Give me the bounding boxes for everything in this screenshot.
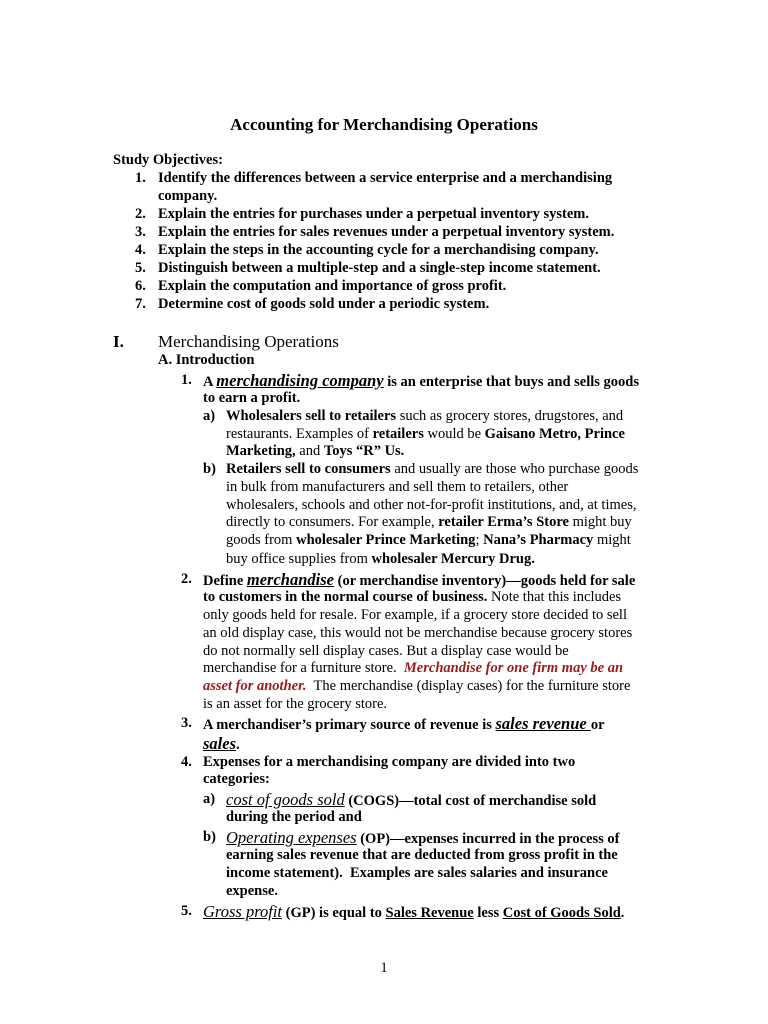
sub-list-text: directly to consumers. For example, retailer Erma’s Store might buy — [226, 514, 632, 530]
objective-text: Identify the differences between a service enterprise and a merchandising — [158, 170, 613, 186]
term-sales: sales — [203, 734, 236, 753]
objective-number: 4. — [135, 242, 146, 258]
list-item-text: Gross profit (GP) is equal to Sales Revenue less Cost of Goods Sold. — [203, 902, 625, 921]
term-merchandise: merchandise — [246, 570, 334, 589]
list-item-text: only goods held for resale. For example, if a grocery store decided to sell — [203, 607, 627, 623]
section-number: I. — [113, 332, 124, 351]
sub-list-text: Retailers sell to consumers and usually are those who purchase goods — [226, 461, 639, 477]
list-item-text: Expenses for a merchandising company are divided into two — [203, 754, 576, 770]
list-number: 3. — [181, 715, 192, 731]
sub-list-text: Wholesalers sell to retailers such as grocery stores, drugstores, and — [226, 408, 624, 424]
list-number: 1. — [181, 372, 192, 388]
list-item-text: to earn a profit. — [203, 390, 301, 406]
objective-number: 5. — [135, 260, 146, 276]
study-objectives-heading: Study Objectives: — [113, 152, 223, 168]
sub-list-text: expense. — [226, 883, 278, 899]
objective-text: Explain the entries for purchases under a perpetual inventory system. — [158, 206, 589, 222]
objective-text: Explain the steps in the accounting cycle for a merchandising company. — [158, 242, 599, 258]
objective-text: Determine cost of goods sold under a periodic system. — [158, 296, 490, 312]
term-merchandising-company: merchandising company — [216, 371, 384, 390]
objective-number: 2. — [135, 206, 146, 222]
emphasis-text: asset for another. — [203, 678, 307, 694]
list-item-text: asset for another. The merchandise (display cases) for the furniture store — [203, 678, 631, 694]
sub-list-text: during the period and — [226, 809, 362, 825]
list-item-text: sales. — [203, 734, 240, 753]
sub-list-text: restaurants. Examples of retailers would be Gaisano Metro, Prince — [226, 426, 625, 442]
page-number: 1 — [380, 960, 388, 976]
list-number: 5. — [181, 903, 192, 919]
sub-list-text: Operating expenses (OP)—expenses incurred in the process of — [226, 828, 620, 847]
objective-text: Explain the entries for sales revenues under a perpetual inventory system. — [158, 224, 615, 240]
emphasis-text: Merchandise for one firm may be an — [403, 660, 624, 676]
sub-list-text: buy office supplies from wholesaler Mercury Drug. — [226, 551, 535, 567]
objective-number: 6. — [135, 278, 146, 294]
objective-text: Distinguish between a multiple-step and a single-step income statement. — [158, 260, 601, 276]
page-title: Accounting for Merchandising Operations — [230, 115, 538, 134]
list-item-text: A merchandiser’s primary source of revenue is sales revenue or — [203, 714, 605, 733]
section-title: Merchandising Operations — [158, 332, 339, 351]
term-cogs-underlined: Cost of Goods Sold — [502, 905, 621, 921]
sub-list-text: goods from wholesaler Prince Marketing; Nana’s Pharmacy might — [226, 532, 631, 548]
sub-list-text: Marketing, and Toys “R” Us. — [226, 443, 405, 459]
list-number: 4. — [181, 754, 192, 770]
term-gross-profit: Gross profit — [203, 902, 283, 921]
list-item-text: an old display case, this would not be merchandise because grocery stores — [203, 625, 633, 641]
list-item-text: merchandise for a furniture store. Merchandise for one firm may be an — [203, 660, 624, 676]
term-sales-revenue: sales revenue — [495, 714, 591, 733]
sub-list-label: b) — [203, 461, 216, 477]
list-number: 2. — [181, 571, 192, 587]
list-item-text: A merchandising company is an enterprise that buys and sells goods — [203, 371, 640, 390]
objective-number: 7. — [135, 296, 146, 312]
term-cost-of-goods-sold: cost of goods sold — [226, 790, 345, 809]
objective-number: 3. — [135, 224, 146, 240]
list-item-text: Define merchandise (or merchandise inventory)—goods held for sale — [203, 570, 636, 589]
sub-list-text: earning sales revenue that are deducted from gross profit in the — [226, 847, 618, 863]
subsection-heading: A. Introduction — [158, 352, 255, 368]
sub-list-text: income statement). Examples are sales salaries and insurance — [226, 865, 608, 881]
objective-text: Explain the computation and importance of gross profit. — [158, 278, 507, 294]
sub-list-label: a) — [203, 791, 216, 807]
objective-text-cont: company. — [158, 188, 218, 204]
term-operating-expenses: Operating expenses — [226, 828, 357, 847]
list-item-text: to customers in the normal course of business. Note that this includes — [203, 589, 622, 605]
list-item-text: do not normally sell display cases. But a display case would be — [203, 643, 569, 659]
term-sales-revenue-underlined: Sales Revenue — [385, 905, 474, 921]
sub-list-label: b) — [203, 829, 216, 845]
sub-list-label: a) — [203, 408, 216, 424]
list-item-text: categories: — [203, 771, 270, 787]
sub-list-text: in bulk from manufacturers and sell them to retailers, other — [226, 479, 569, 495]
objective-number: 1. — [135, 170, 146, 186]
sub-list-text: wholesalers, schools and other not-for-profit institutions, and, at times, — [226, 497, 637, 513]
list-item-text: is an asset for the grocery store. — [203, 696, 388, 712]
sub-list-text: cost of goods sold (COGS)—total cost of merchandise sold — [226, 790, 597, 809]
